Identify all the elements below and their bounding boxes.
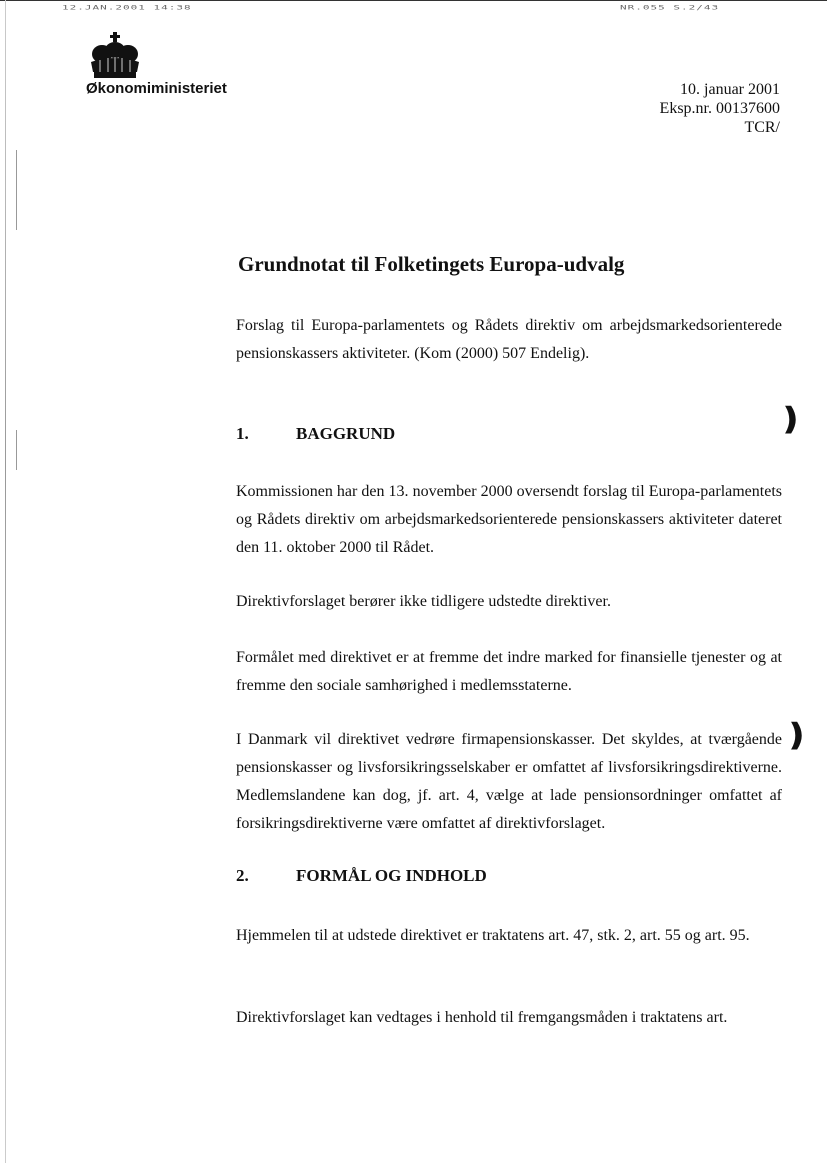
hole-punch-mark: ❫ bbox=[778, 403, 804, 436]
hole-punch-mark: ❫ bbox=[784, 719, 810, 752]
royal-crown-icon bbox=[86, 32, 144, 82]
ministry-name: Økonomiministeriet bbox=[86, 80, 227, 97]
reference-number: Eksp.nr. 00137600 bbox=[659, 100, 780, 117]
document-date: 10. januar 2001 bbox=[680, 81, 780, 98]
document-title: Grundnotat til Folketingets Europa-udvalg bbox=[238, 252, 625, 276]
paragraph: Direktivforslaget berører ikke tidligere udstedte direktiver. bbox=[236, 593, 611, 610]
section-number: 2. bbox=[236, 866, 249, 885]
paragraph: Formålet med direktivet er at fremme det indre marked for finansielle tjenester og at fremme den sociale samhørighed i medlemsstaterne. bbox=[236, 649, 782, 694]
section-heading bbox=[236, 866, 487, 886]
intro-paragraph: Forslag til Europa-parlamentets og Rådets direktiv om arbejdsmarkedsorienterede pensionskassers aktiviteter. (Kom (2000) 507 Endelig). bbox=[236, 317, 782, 362]
fax-header-left: 12.JAN.2001 14:38 bbox=[62, 4, 192, 12]
fax-top-rule bbox=[0, 0, 827, 1]
scan-edge bbox=[5, 0, 6, 1163]
scan-artifact bbox=[16, 150, 17, 230]
scan-artifact bbox=[16, 430, 17, 470]
paragraph: Hjemmelen til at udstede direktivet er traktatens art. 47, stk. 2, art. 55 og art. 95. bbox=[236, 927, 750, 944]
letterhead-meta bbox=[660, 80, 780, 137]
paragraph: I Danmark vil direktivet vedrøre firmapensionskasser. Det skyldes, at tværgående pensionskasser og livsforsikringsselskaber er omfattet af livsforsikringsdirektiverne. Medlemslandene kan dog, jf. art. 4, vælge at lade pensionsordninger omfattet af forsikringsdirektiverne være omfattet af direktivforslaget. bbox=[236, 731, 782, 832]
section-title: FORMÅL OG INDHOLD bbox=[296, 866, 487, 885]
section-number: 1. bbox=[236, 424, 249, 443]
paragraph: Direktivforslaget kan vedtages i henhold til fremgangsmåden i traktatens art. bbox=[236, 1009, 728, 1026]
section-title: BAGGRUND bbox=[296, 424, 396, 443]
author-initials: TCR/ bbox=[744, 119, 780, 136]
section-heading bbox=[236, 424, 395, 444]
paragraph: Kommissionen har den 13. november 2000 oversendt forslag til Europa-parlamentets og Rådets direktiv om arbejdsmarkedsorienterede pensionskassers aktiviteter dateret den 11. oktober 2000 til Rådet. bbox=[236, 483, 782, 556]
fax-header-right: NR.055 S.2/43 bbox=[620, 4, 720, 12]
